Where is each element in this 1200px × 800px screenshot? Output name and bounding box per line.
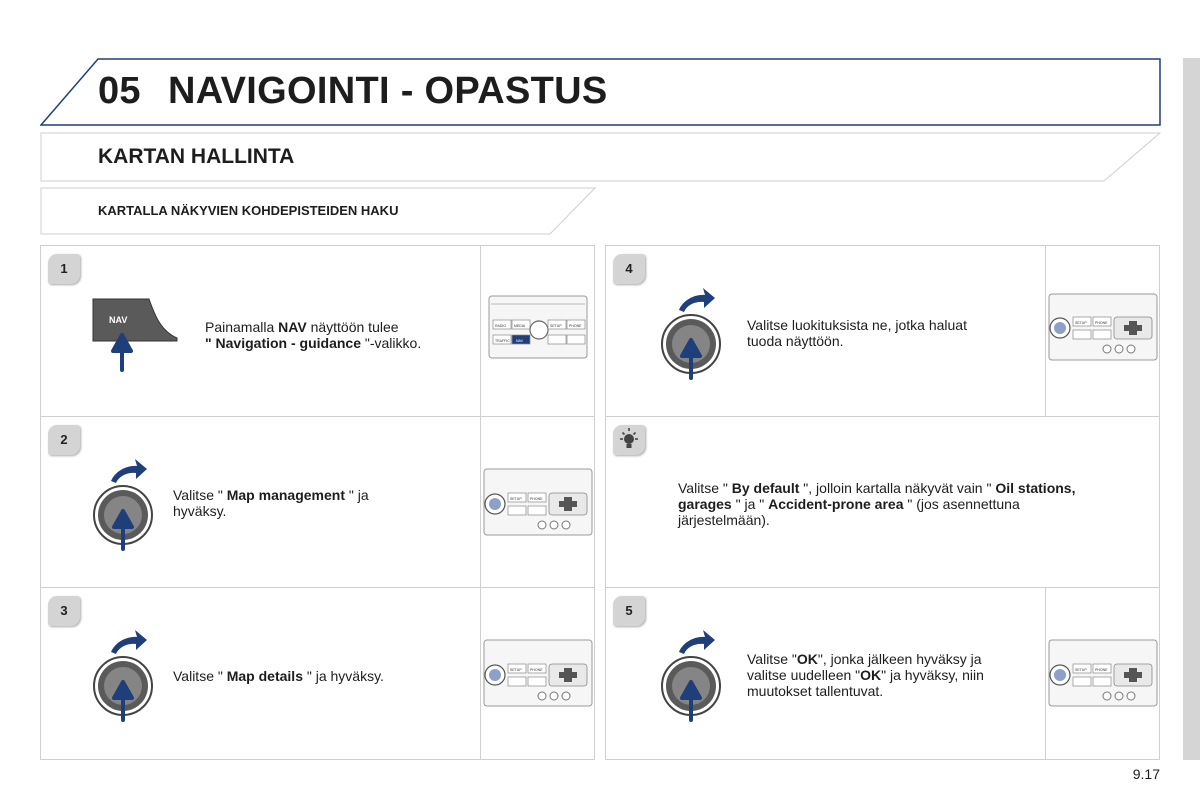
radio-panel-thumbnail	[480, 246, 594, 416]
radio-front-image	[1046, 246, 1159, 418]
step-text-3: Valitse " Map details " ja hyväksy.	[173, 668, 384, 684]
tip-text: Valitse " By default ", jolloin kartalla näkyvät vain " Oil stations, garages " ja " Accident-prone area " (jos asennettuna järjestelmään).	[678, 480, 1076, 528]
traffic-key-label: TRAFFIC	[495, 339, 510, 343]
section-title: KARTAN HALLINTA	[98, 145, 295, 168]
step-badge: 4	[613, 254, 645, 284]
chapter-number: 05	[98, 70, 141, 112]
nav-key-label: NAV	[109, 315, 128, 325]
svg-text:SETUP: SETUP	[1075, 668, 1087, 672]
rotary-knob-icon	[657, 286, 727, 382]
page-title	[98, 70, 608, 113]
side-tab-strip	[1183, 58, 1200, 760]
setup-key-label: SETUP	[550, 324, 562, 328]
radio-panel-thumbnail	[480, 588, 594, 759]
svg-text:PHONE: PHONE	[1095, 668, 1108, 672]
radio-panel-thumbnail	[1045, 588, 1159, 759]
step-badge: 3	[48, 596, 80, 626]
nav-button-press-icon	[91, 296, 181, 376]
rotary-knob-icon	[89, 628, 159, 724]
step-text-2: Valitse " Map management " ja hyväksy.	[173, 487, 369, 519]
svg-text:SETUP: SETUP	[510, 497, 522, 501]
page-number: 9.17	[1132, 766, 1160, 782]
radio-front-image	[1046, 588, 1159, 761]
subsection-title: KARTALLA NÄKYVIEN KOHDEPISTEIDEN HAKU	[98, 203, 399, 218]
step-text-4: Valitse luokituksista ne, jotka haluat tuoda näyttöön.	[747, 317, 967, 349]
step-panel-4	[605, 245, 1160, 417]
chapter-title: NAVIGOINTI - OPASTUS	[168, 70, 608, 112]
svg-text:PHONE: PHONE	[530, 497, 543, 501]
svg-text:SETUP: SETUP	[1075, 321, 1087, 325]
phone-key-label: PHONE	[569, 324, 582, 328]
step-panel-3	[40, 587, 595, 760]
radio-front-image	[481, 417, 594, 589]
step-panel-5	[605, 587, 1160, 760]
step-text-5: Valitse "OK", jonka jälkeen hyväksy ja valitse uudelleen "OK" ja hyväksy, niin muutokset tallentuvat.	[747, 651, 984, 699]
radio-panel-thumbnail	[1045, 246, 1159, 416]
rotary-knob-icon	[89, 457, 159, 553]
step-badge: 5	[613, 596, 645, 626]
svg-text:PHONE: PHONE	[530, 668, 543, 672]
media-key-label: MEDIA	[514, 324, 526, 328]
tip-panel	[605, 416, 1160, 588]
rotary-knob-icon	[657, 628, 727, 724]
step-text-1: Painamalla NAV näyttöön tulee " Navigation - guidance "-valikko.	[205, 319, 422, 351]
step-badge: 2	[48, 425, 80, 455]
radio-panel-thumbnail	[480, 417, 594, 587]
step-panel-2	[40, 416, 595, 588]
step-panel-1	[40, 245, 595, 417]
step-badge: 1	[48, 254, 80, 284]
svg-text:PHONE: PHONE	[1095, 321, 1108, 325]
lightbulb-icon	[613, 425, 645, 455]
radio-front-image	[481, 246, 594, 418]
radio-front-image	[481, 588, 594, 761]
nav-key-label-small: NAV	[516, 339, 523, 343]
radio-key-label: RADIO	[495, 324, 507, 328]
svg-text:SETUP: SETUP	[510, 668, 522, 672]
